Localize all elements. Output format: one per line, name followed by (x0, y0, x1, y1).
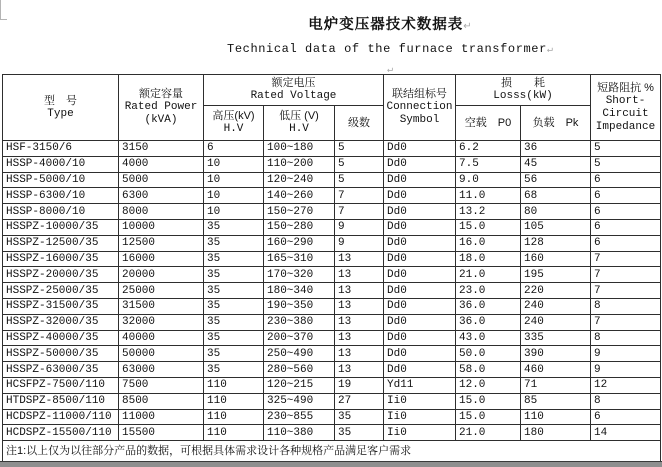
table-cell: 27 (335, 393, 384, 409)
table-cell: 200~370 (264, 330, 335, 346)
table-cell: 120~240 (264, 172, 335, 188)
table-cell: 35 (204, 314, 264, 330)
table-cell: 230~380 (264, 314, 335, 330)
table-cell: 180~340 (264, 283, 335, 299)
table-cell: 16000 (119, 251, 204, 267)
table-cell: HCSFPZ-7500/110 (3, 377, 119, 393)
col-header-steps: 级数 (335, 106, 384, 141)
page-title: 电炉变压器技术数据表↵ (308, 17, 472, 33)
table-cell: 40000 (119, 330, 204, 346)
table-cell: 12500 (119, 235, 204, 251)
table-cell: 7 (591, 267, 661, 283)
table-cell: 36.0 (456, 314, 521, 330)
table-cell: 35 (335, 425, 384, 441)
table-cell: 13 (335, 298, 384, 314)
table-cell: 36.0 (456, 298, 521, 314)
table-cell: 13 (335, 346, 384, 362)
table-row (3, 219, 661, 235)
table-row (3, 393, 661, 409)
table-cell: 280~560 (264, 362, 335, 378)
table-cell: 8 (591, 298, 661, 314)
table-cell: 390 (521, 346, 591, 362)
table-cell: Dd0 (384, 330, 456, 346)
table-cell: 6 (591, 172, 661, 188)
table-row (3, 251, 661, 267)
table-cell: 23.0 (456, 283, 521, 299)
table-cell: HSSPZ-16000/35 (3, 251, 119, 267)
table-cell: 31500 (119, 298, 204, 314)
table-row (3, 204, 661, 220)
table-cell: 7 (591, 251, 661, 267)
table-cell: 45 (521, 156, 591, 172)
table-cell: 7500 (119, 377, 204, 393)
table-cell: 50000 (119, 346, 204, 362)
table-cell: 15500 (119, 425, 204, 441)
table-cell: 240 (521, 314, 591, 330)
table-cell: 11000 (119, 409, 204, 425)
table-cell: 35 (204, 219, 264, 235)
table-cell: 4000 (119, 156, 204, 172)
table-cell: 10 (204, 188, 264, 204)
table-cell: 6300 (119, 188, 204, 204)
table-cell: 35 (335, 409, 384, 425)
paragraph-mark-icon: ↵ (463, 21, 472, 32)
table-row (3, 188, 661, 204)
table-cell: 19 (335, 377, 384, 393)
table-cell: HSSPZ-10000/35 (3, 219, 119, 235)
table-cell: 21.0 (456, 425, 521, 441)
table-cell: 7.5 (456, 156, 521, 172)
col-header-connection-symbol: 联结组标号 Connection Symbol (384, 75, 456, 141)
table-cell: 25000 (119, 283, 204, 299)
table-cell: 20000 (119, 267, 204, 283)
table-cell: Dd0 (384, 188, 456, 204)
col-header-short-circuit-impedance: 短路阻抗 % Short- Circuit Impedance (591, 75, 661, 141)
table-row (3, 172, 661, 188)
table-cell: 16.0 (456, 235, 521, 251)
table-cell: 3150 (119, 141, 204, 157)
table-cell: 21.0 (456, 267, 521, 283)
table-row (3, 267, 661, 283)
table-cell: 460 (521, 362, 591, 378)
table-cell: 180 (521, 425, 591, 441)
table-cell: 36 (521, 141, 591, 157)
table-cell: 35 (204, 283, 264, 299)
table-cell: HSSPZ-20000/35 (3, 267, 119, 283)
table-cell: HSSPZ-25000/35 (3, 283, 119, 299)
table-cell: Yd11 (384, 377, 456, 393)
table-cell: 6.2 (456, 141, 521, 157)
table-cell: 8000 (119, 204, 204, 220)
table-row (3, 330, 661, 346)
col-header-rated-voltage: 额定电压 Rated Voltage (204, 75, 384, 106)
table-cell: 35 (204, 346, 264, 362)
col-header-loss: 损 耗 Losss(kW) (456, 75, 591, 106)
table-cell: 110 (204, 377, 264, 393)
table-cell: 50.0 (456, 346, 521, 362)
table-cell: Dd0 (384, 251, 456, 267)
table-cell: Dd0 (384, 204, 456, 220)
table-cell: 85 (521, 393, 591, 409)
table-cell: 110~200 (264, 156, 335, 172)
table-cell: 6 (591, 235, 661, 251)
table-cell: Dd0 (384, 235, 456, 251)
table-cell: 6 (591, 188, 661, 204)
transformer-data-table (2, 74, 661, 462)
header-row-top (3, 75, 661, 106)
table-cell: 71 (521, 377, 591, 393)
table-cell: HSSP-6300/10 (3, 188, 119, 204)
table-cell: 170~320 (264, 267, 335, 283)
table-cell: 6 (591, 409, 661, 425)
table-cell: 150~280 (264, 219, 335, 235)
table-cell: 9 (335, 235, 384, 251)
table-cell: 195 (521, 267, 591, 283)
table-cell: 13 (335, 314, 384, 330)
table-cell: 5 (335, 141, 384, 157)
table-cell: 35 (204, 298, 264, 314)
table-cell: HSSPZ-31500/35 (3, 298, 119, 314)
table-cell: 35 (204, 362, 264, 378)
table-cell: 80 (521, 204, 591, 220)
table-cell: 140~260 (264, 188, 335, 204)
table-cell: 9 (591, 346, 661, 362)
table-cell: 58.0 (456, 362, 521, 378)
table-cell: 110 (521, 409, 591, 425)
table-cell: 63000 (119, 362, 204, 378)
table-cell: Dd0 (384, 362, 456, 378)
table-cell: 8 (591, 393, 661, 409)
table-cell: 14 (591, 425, 661, 441)
col-header-high-voltage: 高压(kV) H.V (204, 106, 264, 141)
table-cell: Dd0 (384, 314, 456, 330)
col-header-type: 型 号 Type (3, 75, 119, 141)
table-cell: 10 (204, 156, 264, 172)
table-cell: 43.0 (456, 330, 521, 346)
table-cell: 18.0 (456, 251, 521, 267)
table-cell: 6 (204, 141, 264, 157)
table-cell: 35 (204, 267, 264, 283)
table-note: 注1:以上仅为以往部分产品的数据，可根据具体需求设计各种规格产品满足客户需求 (3, 441, 661, 462)
table-cell: HSSP-4000/10 (3, 156, 119, 172)
page-subtitle: Technical data of the furnace transformer↵ (227, 42, 553, 56)
table-row (3, 235, 661, 251)
table-cell: HSSP-5000/10 (3, 172, 119, 188)
table-cell: HCDSPZ-15500/110 (3, 425, 119, 441)
table-cell: 105 (521, 219, 591, 235)
col-header-low-voltage: 低压 (V) H.V (264, 106, 335, 141)
table-cell: 13 (335, 251, 384, 267)
table-cell: Ii0 (384, 393, 456, 409)
table-cell: 12.0 (456, 377, 521, 393)
table-cell: 13 (335, 283, 384, 299)
table-cell: 335 (521, 330, 591, 346)
paragraph-mark-icon: ↵ (386, 65, 394, 76)
table-cell: 56 (521, 172, 591, 188)
table-cell: Dd0 (384, 172, 456, 188)
table-cell: 110~380 (264, 425, 335, 441)
table-cell: HSSPZ-63000/35 (3, 362, 119, 378)
table-cell: HTDSPZ-8500/110 (3, 393, 119, 409)
table-cell: 165~310 (264, 251, 335, 267)
note-row (3, 441, 661, 462)
table-row (3, 283, 661, 299)
col-header-rated-power: 额定容量 Rated Power (kVA) (119, 75, 204, 141)
table-cell: 220 (521, 283, 591, 299)
table-cell: Dd0 (384, 141, 456, 157)
table-cell: 190~350 (264, 298, 335, 314)
table-row (3, 314, 661, 330)
table-cell: 8 (591, 330, 661, 346)
title-block (125, 14, 655, 77)
table-cell: 35 (204, 235, 264, 251)
table-cell: HSSPZ-50000/35 (3, 346, 119, 362)
table-row (3, 298, 661, 314)
col-header-load-loss: 负载 Pk (521, 106, 591, 141)
table-cell: Dd0 (384, 298, 456, 314)
col-header-no-load-loss: 空载 P0 (456, 106, 521, 141)
table-cell: HSF-3150/6 (3, 141, 119, 157)
table-cell: 10 (204, 172, 264, 188)
table-cell: 13.2 (456, 204, 521, 220)
table-cell: 15.0 (456, 393, 521, 409)
table-cell: 10 (204, 204, 264, 220)
table-cell: 32000 (119, 314, 204, 330)
table-cell: 35 (204, 251, 264, 267)
table-cell: 110 (204, 409, 264, 425)
table-cell: 160 (521, 251, 591, 267)
table-cell: 7 (591, 283, 661, 299)
table-row (3, 425, 661, 441)
table-cell: 68 (521, 188, 591, 204)
table-body (3, 141, 661, 441)
table-cell: 160~290 (264, 235, 335, 251)
table-cell: 15.0 (456, 409, 521, 425)
table-cell: 12 (591, 377, 661, 393)
table-cell: HSSPZ-12500/35 (3, 235, 119, 251)
table-cell: Ii0 (384, 409, 456, 425)
table-cell: 6 (591, 219, 661, 235)
table-cell: 7 (591, 314, 661, 330)
table-cell: 9.0 (456, 172, 521, 188)
table-cell: HSSPZ-32000/35 (3, 314, 119, 330)
table-cell: 6 (591, 204, 661, 220)
table-cell: 5 (591, 141, 661, 157)
table-cell: 250~490 (264, 346, 335, 362)
table-cell: 5000 (119, 172, 204, 188)
table-cell: 13 (335, 267, 384, 283)
table-cell: 10000 (119, 219, 204, 235)
table-cell: 8500 (119, 393, 204, 409)
table-cell: 13 (335, 362, 384, 378)
window-bottom-edge (0, 461, 662, 467)
table-cell: 11.0 (456, 188, 521, 204)
table-cell: 240 (521, 298, 591, 314)
table-cell: 110 (204, 393, 264, 409)
table-cell: 150~270 (264, 204, 335, 220)
paragraph-mark-icon: ↵ (546, 45, 553, 56)
table-cell: HCDSPZ-11000/110 (3, 409, 119, 425)
table-cell: 9 (591, 362, 661, 378)
table-cell: Dd0 (384, 219, 456, 235)
table-cell: 7 (335, 188, 384, 204)
table-cell: 35 (204, 330, 264, 346)
table-cell: 5 (591, 156, 661, 172)
table-cell: 325~490 (264, 393, 335, 409)
table-row (3, 156, 661, 172)
table-row (3, 409, 661, 425)
table-row (3, 377, 661, 393)
table-cell: HSSPZ-40000/35 (3, 330, 119, 346)
table-cell: 13 (335, 330, 384, 346)
table-cell: 9 (335, 219, 384, 235)
table-row (3, 346, 661, 362)
table-row (3, 141, 661, 157)
table-cell: 5 (335, 156, 384, 172)
table-cell: Dd0 (384, 267, 456, 283)
table-cell: Ii0 (384, 425, 456, 441)
table-cell: 15.0 (456, 219, 521, 235)
table-cell: 230~855 (264, 409, 335, 425)
text-boundary-corner-marker (0, 0, 7, 20)
table-cell: Dd0 (384, 346, 456, 362)
table-cell: 120~215 (264, 377, 335, 393)
table-cell: 100~180 (264, 141, 335, 157)
table-cell: 110 (204, 425, 264, 441)
table-cell: 128 (521, 235, 591, 251)
table-row (3, 362, 661, 378)
table-cell: 7 (335, 204, 384, 220)
table-cell: HSSP-8000/10 (3, 204, 119, 220)
table-cell: 5 (335, 172, 384, 188)
table-cell: Dd0 (384, 283, 456, 299)
table-cell: Dd0 (384, 156, 456, 172)
